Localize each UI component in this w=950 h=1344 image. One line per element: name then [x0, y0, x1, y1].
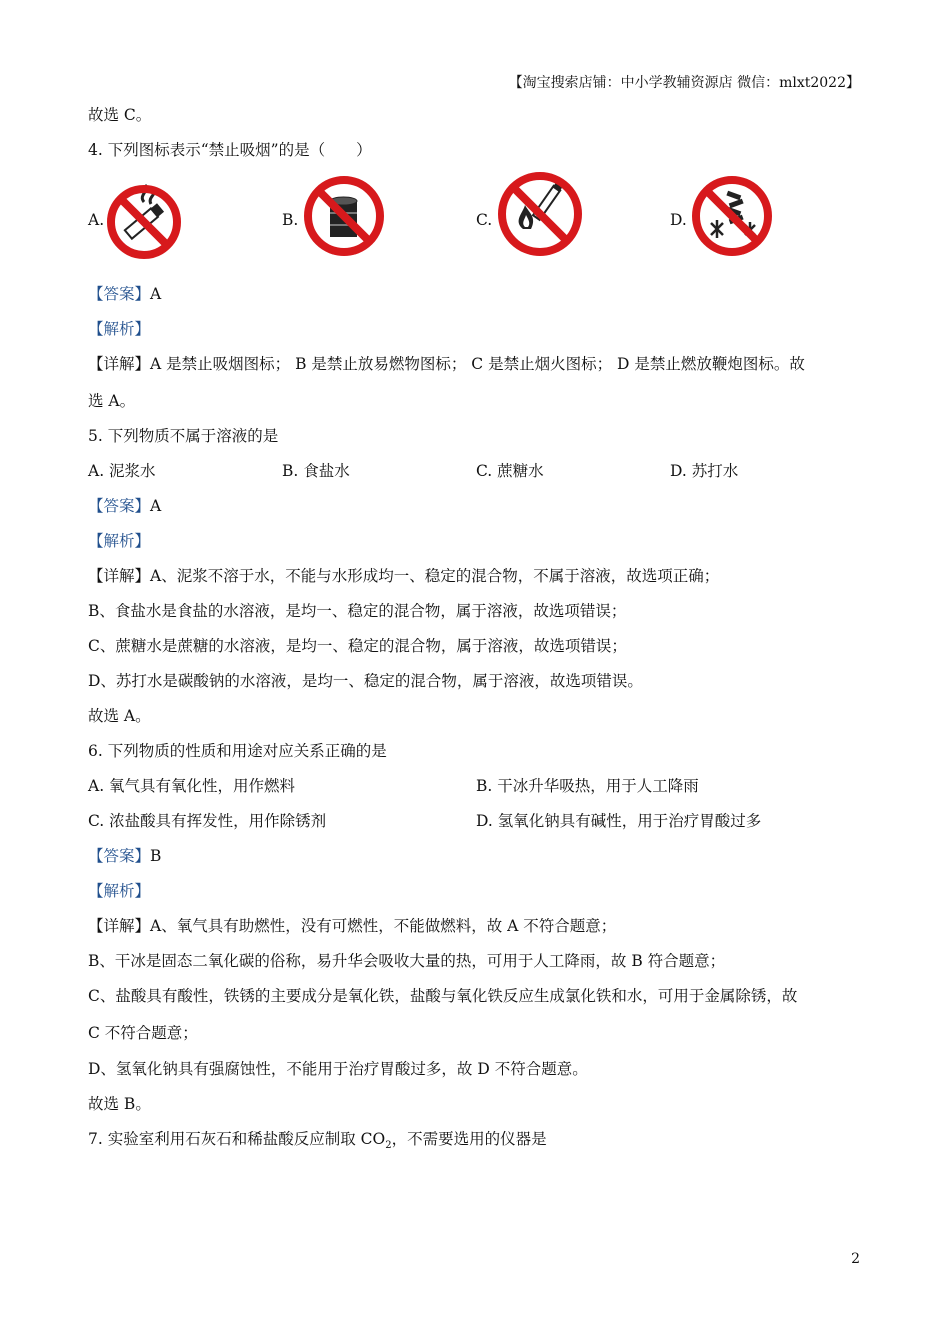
q4-option-b-letter: B.: [282, 211, 299, 229]
q6-option-c: C. 浓盐酸具有挥发性，用作除锈剂: [88, 812, 327, 830]
q4-analysis-label: 【解析】: [88, 320, 151, 338]
detail-text: A、氧气具有助燃性，没有可燃性，不能做燃料，故 A 不符合题意；: [150, 917, 617, 935]
q5-option-a: A. 泥浆水: [88, 462, 156, 480]
q4-detail-line-1: [88, 352, 805, 374]
detail-label: 【详解】: [88, 355, 151, 373]
detail-label: 【详解】: [88, 567, 151, 585]
q6-answer: [88, 844, 161, 866]
q5-conclusion: 故选 A。: [88, 707, 151, 725]
q6-question: 6. 下列物质的性质和用途对应关系正确的是: [88, 742, 387, 760]
q6-detail-line-4: C 不符合题意；: [88, 1024, 198, 1042]
q7-question-after: ，不需要选用的仪器是: [391, 1130, 547, 1148]
answer-label: 【答案】: [88, 285, 151, 303]
prev-conclusion: 故选 C。: [88, 106, 152, 124]
page-number: 2: [851, 1251, 860, 1267]
q6-option-a: A. 氧气具有氧化性，用作燃料: [88, 777, 296, 795]
q6-detail-line-1: [88, 914, 616, 936]
q6-detail-line-3: C、盐酸具有酸性，铁锈的主要成分是氧化铁，盐酸与氧化铁反应生成氯化铁和水，可用于金属除锈，故: [88, 987, 798, 1005]
q4-detail-line-2: 选 A。: [88, 392, 136, 410]
answer-value: A: [150, 497, 162, 515]
answer-label: 【答案】: [88, 847, 151, 865]
q5-detail-line-2: B、食盐水是食盐的水溶液，是均一、稳定的混合物，属于溶液，故选项错误；: [88, 602, 627, 620]
no-flammable-materials-icon: [301, 173, 387, 263]
q5-question: 5. 下列物质不属于溶液的是: [88, 427, 279, 445]
detail-text: A 是禁止吸烟图标； B 是禁止放易燃物图标； C 是禁止烟火图标； D 是禁止燃放鞭炮图标。故: [150, 355, 805, 373]
no-smoking-icon: [104, 182, 184, 266]
q4-answer: [88, 282, 161, 304]
q7-question-before: 7. 实验室利用石灰石和稀盐酸反应制取 CO: [88, 1130, 386, 1148]
q5-answer: [88, 494, 161, 516]
q5-detail-line-4: D、苏打水是碳酸钠的水溶液，是均一、稳定的混合物，属于溶液，故选项错误。: [88, 672, 643, 690]
q5-option-c: C. 蔗糖水: [476, 462, 544, 480]
q6-conclusion: 故选 B。: [88, 1095, 151, 1113]
q4-option-d-letter: D.: [670, 211, 687, 229]
q6-detail-line-5: D、氢氧化钠具有强腐蚀性，不能用于治疗胃酸过多，故 D 不符合题意。: [88, 1060, 588, 1078]
q5-detail-line-3: C、蔗糖水是蔗糖的水溶液，是均一、稳定的混合物，属于溶液，故选项错误；: [88, 637, 627, 655]
q5-detail-line-1: [88, 564, 719, 586]
q6-option-d: D. 氢氧化钠具有碱性，用于治疗胃酸过多: [476, 812, 762, 830]
q5-analysis-label: 【解析】: [88, 532, 151, 550]
q6-option-b: B. 干冰升华吸热，用于人工降雨: [476, 777, 699, 795]
page-header: 【淘宝搜索店铺：中小学教辅资源店 微信：mlxt2022】: [508, 75, 860, 91]
no-firecrackers-icon: [689, 173, 775, 263]
detail-label: 【详解】: [88, 917, 151, 935]
no-open-flame-icon: [495, 169, 585, 263]
detail-text: A、泥浆不溶于水，不能与水形成均一、稳定的混合物，不属于溶液，故选项正确；: [150, 567, 720, 585]
co2-subscript: 2: [385, 1140, 392, 1152]
q4-question: 4. 下列图标表示“禁止吸烟”的是（ ）: [88, 141, 372, 159]
answer-value: B: [150, 847, 162, 865]
q4-option-c-letter: C.: [476, 211, 493, 229]
q7-question: [88, 1127, 547, 1151]
q6-analysis-label: 【解析】: [88, 882, 151, 900]
q5-option-b: B. 食盐水: [282, 462, 350, 480]
q5-option-d: D. 苏打水: [670, 462, 739, 480]
answer-value: A: [150, 285, 162, 303]
answer-label: 【答案】: [88, 497, 151, 515]
q4-option-a-letter: A.: [88, 211, 105, 229]
q6-detail-line-2: B、干冰是固态二氧化碳的俗称，易升华会吸收大量的热，可用于人工降雨，故 B 符合题意；: [88, 952, 726, 970]
